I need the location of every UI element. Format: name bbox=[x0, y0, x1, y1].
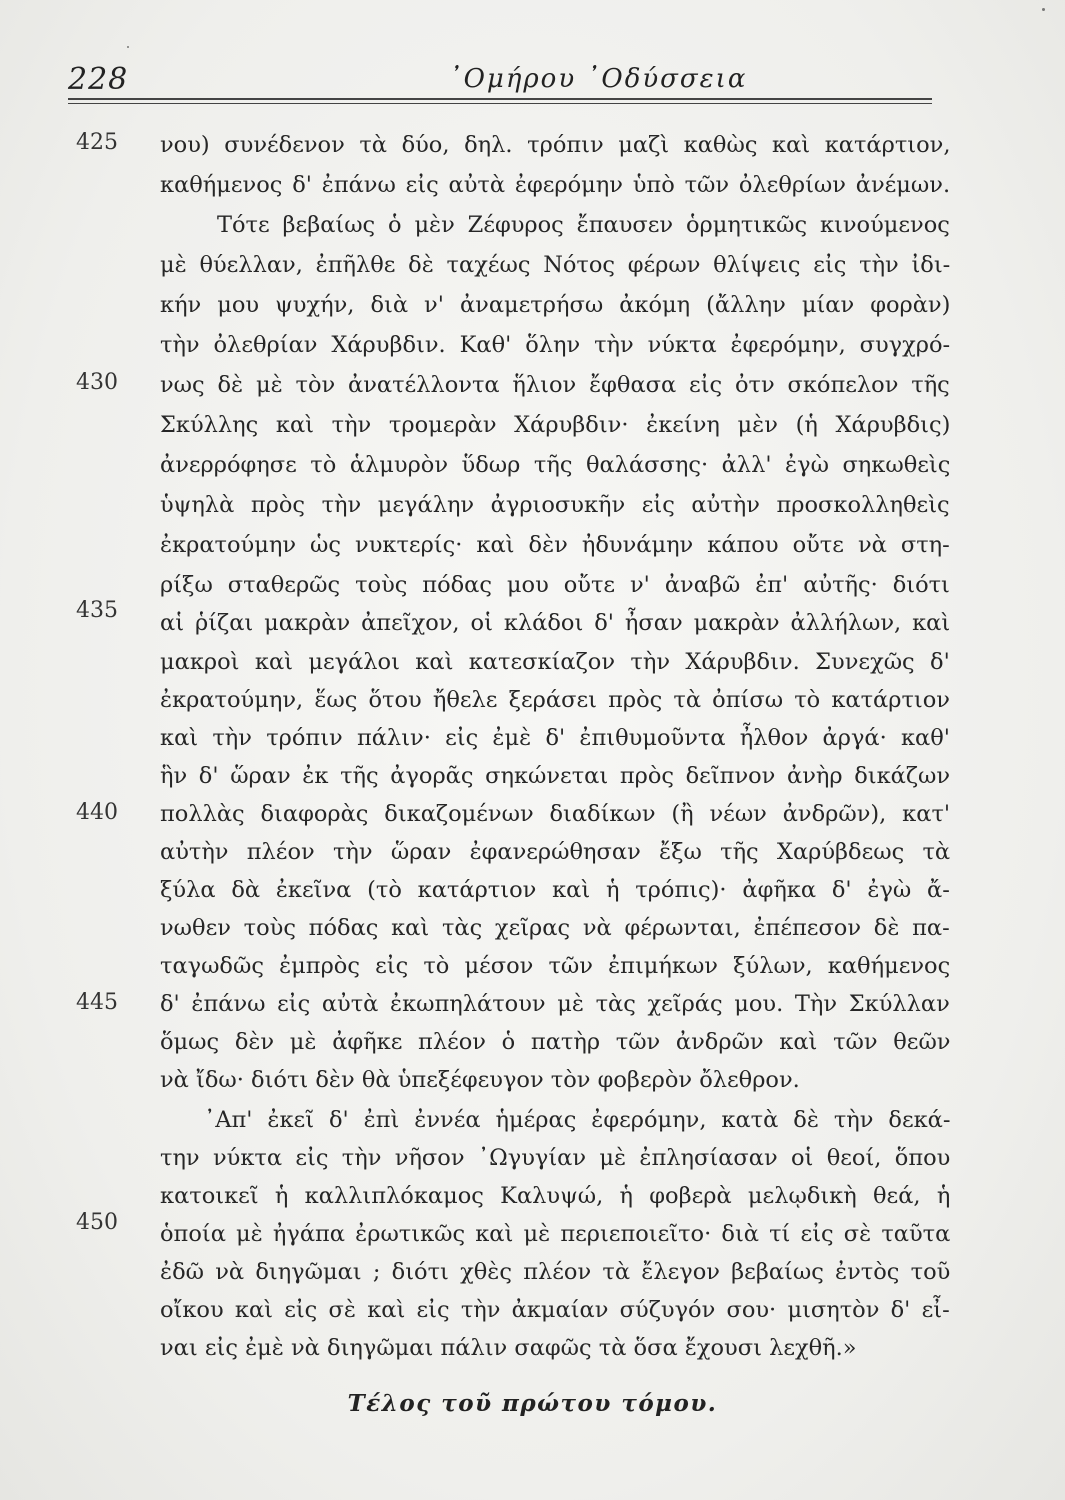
text-line: ὑψηλὰ πρὸς τὴν μεγάλην ἀγριοσυκῆν εἰς αὐτὴν προσκολληθεὶς bbox=[160, 492, 950, 518]
paper-speck bbox=[1042, 8, 1045, 11]
page-header bbox=[68, 62, 930, 102]
text-line: νωθεν τοὺς πόδας καὶ τὰς χεῖρας νὰ φέρωνται, ἐπέπεσον δὲ πα- bbox=[160, 915, 950, 941]
text-line: ἀνερρόφησε τὸ ἁλμυρὸν ὕδωρ τῆς θαλάσσης· ἀλλ' ἐγὼ σηκωθεὶς bbox=[160, 452, 951, 478]
text-line: δ' ἐπάνω εἰς αὐτὰ ἐκωπηλάτουν μὲ τὰς χεῖράς μου. Τὴν Σκύλλαν bbox=[160, 991, 950, 1017]
verse-number-430: 430 bbox=[76, 370, 118, 395]
text-line: νου) συνέδενον τὰ δύο, δηλ. τρόπιν μαζὶ καθὼς καὶ κατάρτιον, bbox=[160, 132, 951, 158]
text-line: Τότε βεβαίως ὁ μὲν Ζέφυρος ἔπαυσεν ὁρμητικῶς κινούμενος bbox=[217, 212, 950, 238]
text-line: ἐδῶ νὰ διηγῶμαι ; διότι χθὲς πλέον τὰ ἔλεγον βεβαίως ἐντὸς τοῦ bbox=[160, 1259, 951, 1285]
text-line: κατοικεῖ ἡ καλλιπλόκαμος Καλυψώ, ἡ φοβερὰ μελῳδικὴ θεά, ἡ bbox=[160, 1183, 951, 1209]
text-line: μακροὶ καὶ μεγάλοι καὶ κατεσκίαζον τὴν Χάρυβδιν. Συνεχῶς δ' bbox=[160, 649, 950, 675]
text-line: Σκύλλης καὶ τὴν τρομερὰν Χάρυβδιν· ἐκείνη μὲν (ἡ Χάρυβδις) bbox=[160, 412, 951, 438]
text-line: ναι εἰς ἐμὲ νὰ διηγῶμαι πάλιν σαφῶς τὰ ὅσα ἔχουσι λεχθῆ.» bbox=[160, 1335, 857, 1361]
text-line: κήν μου ψυχήν, διὰ ν' ἀναμετρήσω ἀκόμη (ἄλλην μίαν φορὰν) bbox=[160, 292, 951, 318]
end-of-volume-note: Τέλος τοῦ πρώτου τόμου. bbox=[347, 1390, 718, 1417]
text-line: πολλὰς διαφορὰς δικαζομένων διαδίκων (ἢ νέων ἀνδρῶν), κατ' bbox=[160, 801, 951, 827]
verse-number-450: 450 bbox=[76, 1210, 118, 1235]
text-line: ξύλα δὰ ἐκεῖνα (τὸ κατάρτιον καὶ ἡ τρόπις)· ἀφῆκα δ' ἐγὼ ἄ- bbox=[160, 877, 950, 903]
text-line: ἐκρατούμην, ἕως ὅτου ἤθελε ξεράσει πρὸς τὰ ὀπίσω τὸ κατάρτιον bbox=[160, 687, 950, 713]
text-line: ᾿Απ' ἐκεῖ δ' ἐπὶ ἐννέα ἡμέρας ἐφερόμην, κατὰ δὲ τὴν δεκά- bbox=[204, 1107, 951, 1133]
header-rule bbox=[68, 98, 932, 100]
text-line: καθήμενος δ' ἐπάνω εἰς αὐτὰ ἐφερόμην ὑπὸ τῶν ὀλεθρίων ἀνέμων. bbox=[160, 172, 951, 198]
text-line: ἣν δ' ὥραν ἐκ τῆς ἀγορᾶς σηκώνεται πρὸς δεῖπνον ἀνὴρ δικάζων bbox=[160, 763, 951, 789]
text-line: ταγωδῶς ἐμπρὸς εἰς τὸ μέσον τῶν ἐπιμήκων ξύλων, καθήμενος bbox=[160, 953, 951, 979]
text-line: ρίξω σταθερῶς τοὺς πόδας μου οὔτε ν' ἀναβῶ ἐπ' αὐτῆς· διότι bbox=[160, 572, 950, 598]
text-line: οἴκου καὶ εἰς σὲ καὶ εἰς τὴν ἀκμαίαν σύζυγόν σου· μισητὸν δ' εἶ- bbox=[160, 1297, 950, 1323]
verse-number-440: 440 bbox=[76, 800, 118, 825]
text-line: νως δὲ μὲ τὸν ἀνατέλλοντα ἥλιον ἔφθασα εἰς ὀτν σκόπελον τῆς bbox=[160, 372, 950, 398]
text-line: νὰ ἴδω· διότι δὲν θὰ ὑπεξέφευγον τὸν φοβερὸν ὄλεθρον. bbox=[160, 1067, 800, 1093]
text-line: αὐτὴν πλέον τὴν ὥραν ἐφανερώθησαν ἔξω τῆς Χαρύβδεως τὰ bbox=[160, 839, 951, 865]
verse-number-445: 445 bbox=[76, 990, 118, 1015]
running-title: ᾿Ομήρου ᾿Οδύσσεια bbox=[448, 64, 748, 94]
text-line: τὴν ὀλεθρίαν Χάρυβδιν. Καθ' ὅλην τὴν νύκτα ἐφερόμην, συγχρό- bbox=[160, 332, 951, 358]
header-rule-thin bbox=[68, 103, 932, 104]
text-line: την νύκτα εἰς τὴν νῆσον ᾿Ωγυγίαν μὲ ἐπλησίασαν οἱ θεοί, ὅπου bbox=[160, 1145, 951, 1171]
page-number: 228 bbox=[68, 62, 129, 97]
verse-number-425: 425 bbox=[76, 130, 118, 155]
text-line: ὅμως δὲν μὲ ἀφῆκε πλέον ὁ πατὴρ τῶν ἀνδρῶν καὶ τῶν θεῶν bbox=[160, 1029, 951, 1055]
text-line: ὁποία μὲ ἠγάπα ἐρωτικῶς καὶ μὲ περιεποιεῖτο· διὰ τί εἰς σὲ ταῦτα bbox=[160, 1221, 951, 1247]
text-line: καὶ τὴν τρόπιν πάλιν· εἰς ἐμὲ δ' ἐπιθυμοῦντα ἦλθον ἀργά· καθ' bbox=[160, 725, 950, 751]
text-line: ἐκρατούμην ὡς νυκτερίς· καὶ δὲν ἠδυνάμην κάπου οὔτε νὰ στη- bbox=[160, 532, 950, 558]
verse-number-435: 435 bbox=[76, 598, 118, 623]
text-line: αἱ ῥίζαι μακρὰν ἀπεῖχον, οἱ κλάδοι δ' ἦσαν μακρὰν ἀλλήλων, καὶ bbox=[160, 610, 951, 636]
paper-speck bbox=[127, 46, 129, 48]
text-line: μὲ θύελλαν, ἐπῆλθε δὲ ταχέως Νότος φέρων θλίψεις εἰς τὴν ἰδι- bbox=[160, 252, 951, 278]
